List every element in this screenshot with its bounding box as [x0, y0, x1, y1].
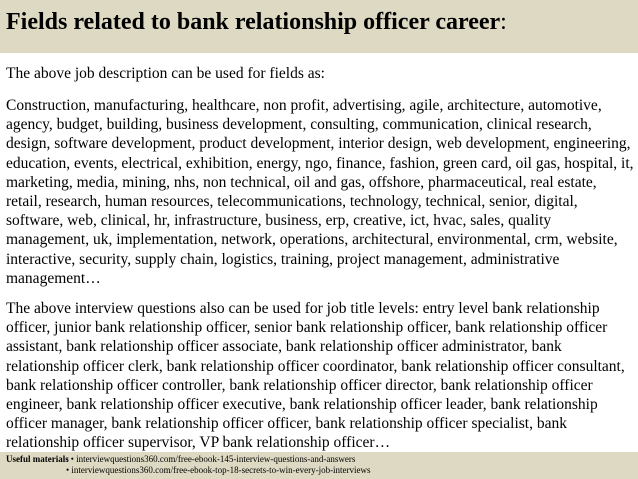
footer-link-2[interactable]: • interviewquestions360.com/free-ebook-top-18-secrets-to-win-every-job-interviews [66, 465, 371, 475]
page-title [6, 9, 507, 36]
footer-row-2 [6, 465, 371, 476]
fields-list: Construction, manufacturing, healthcare, non profit, advertising, agile, architecture, automotive, agency, budget, building, business development, consulting, communication, clinical research, design, software development, product development, interior design, web development, engineering, education, events, electrical, exhibition, energy, ngo, finance, fashion, green card, oil gas, hospital, it, marketing, media, mining, nhs, non technical, oil and gas, offshore, pharmaceutical, real estate, retail, research, human resources, telecommunications, technology, technical, senior, digital, software, web, clinical, hr, infrastructure, business, erp, creative, ict, hvac, sales, quality management, uk, implementation, network, operations, architectural, environmental, crm, website, interactive, security, supply chain, logistics, training, project management, administrative management… [6, 97, 634, 287]
footer-link-1[interactable]: : • interviewquestions360.com/free-ebook-145-interview-questions-and-answers [66, 454, 356, 464]
footer-row-1 [6, 454, 371, 465]
useful-materials-label: Useful materials [6, 454, 69, 464]
useful-materials [6, 454, 371, 476]
page-title-text: Fields related to bank relationship officer career [6, 9, 501, 35]
job-levels-list: The above interview questions also can be used for job title levels: entry level bank relationship officer, junior bank relationship officer, senior bank relationship officer, bank relationship officer assistant, bank relationship officer associate, bank relationship officer administrator, bank relationship officer clerk, bank relationship officer coordinator, bank relationship officer consultant, bank relationship officer controller, bank relationship officer director, bank relationship officer engineer, bank relationship officer executive, bank relationship officer leader, bank relationship officer manager, bank relationship officer officer, bank relationship officer specialist, bank relationship officer supervisor, VP bank relationship officer… [6, 300, 625, 452]
page-title-colon: : [500, 9, 507, 35]
intro-text: The above job description can be used for fields as: [6, 65, 325, 82]
